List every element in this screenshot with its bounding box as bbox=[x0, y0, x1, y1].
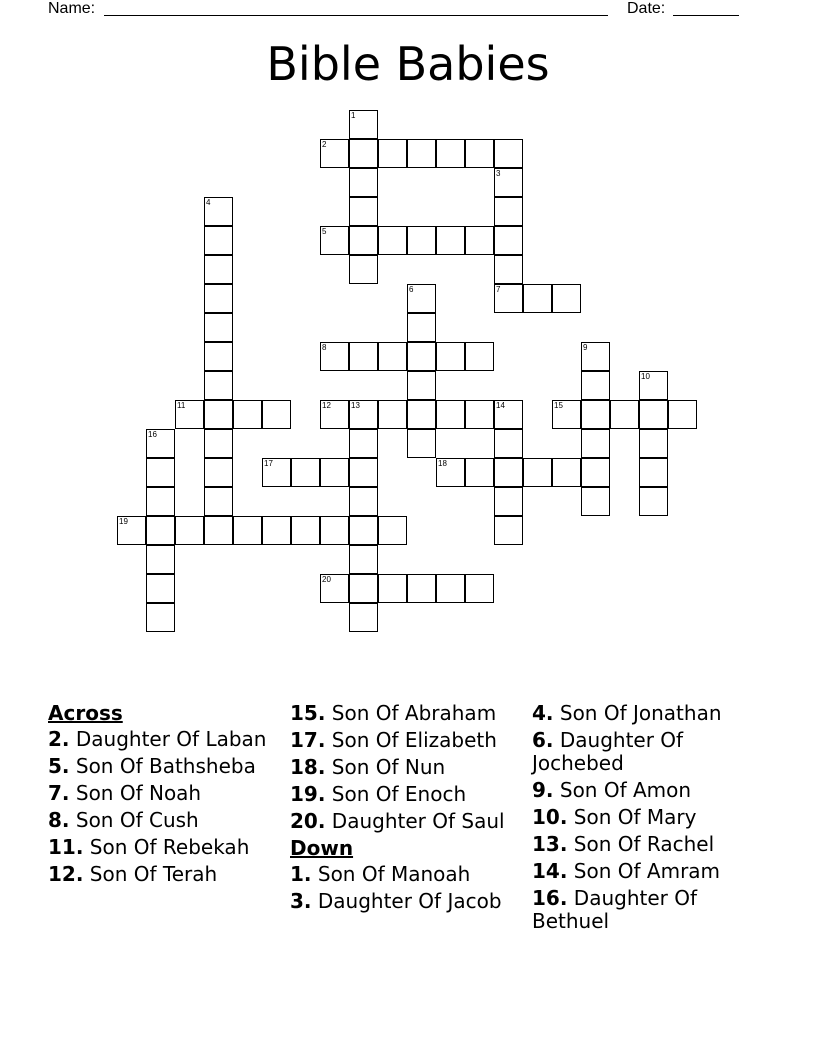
grid-cell[interactable] bbox=[407, 429, 436, 458]
clue-across-2 bbox=[48, 728, 278, 751]
grid-cell[interactable] bbox=[465, 139, 494, 168]
grid-cell[interactable] bbox=[436, 574, 465, 603]
grid-cell[interactable] bbox=[494, 487, 523, 516]
cell-number: 20 bbox=[322, 575, 331, 584]
clue-down-13 bbox=[532, 833, 762, 856]
cell-number: 1 bbox=[351, 111, 356, 120]
grid-cell[interactable] bbox=[349, 574, 378, 603]
grid-cell[interactable] bbox=[204, 400, 233, 429]
grid-cell[interactable] bbox=[204, 487, 233, 516]
grid-cell[interactable] bbox=[494, 168, 523, 197]
grid-cell[interactable] bbox=[320, 574, 349, 603]
grid-cell[interactable] bbox=[378, 139, 407, 168]
grid-cell[interactable] bbox=[639, 429, 668, 458]
grid-cell[interactable] bbox=[407, 226, 436, 255]
grid-cell[interactable] bbox=[523, 284, 552, 313]
grid-cell[interactable] bbox=[146, 545, 175, 574]
grid-cell[interactable] bbox=[407, 313, 436, 342]
grid-cell[interactable] bbox=[146, 516, 175, 545]
grid-cell[interactable] bbox=[291, 458, 320, 487]
clue-down-1 bbox=[290, 863, 530, 886]
grid-cell[interactable] bbox=[436, 226, 465, 255]
cell-number: 12 bbox=[322, 401, 331, 410]
across-heading: Across bbox=[48, 701, 123, 725]
clue-text: Son Of Mary bbox=[573, 805, 697, 829]
grid-cell[interactable] bbox=[378, 516, 407, 545]
grid-cell[interactable] bbox=[349, 139, 378, 168]
grid-cell[interactable] bbox=[407, 400, 436, 429]
clue-number: 17. bbox=[290, 728, 326, 752]
down-heading: Down bbox=[290, 836, 354, 860]
grid-cell[interactable] bbox=[204, 313, 233, 342]
grid-cell[interactable] bbox=[610, 400, 639, 429]
clue-down-9 bbox=[532, 779, 762, 802]
cell-number: 19 bbox=[119, 517, 128, 526]
grid-cell[interactable] bbox=[320, 400, 349, 429]
clue-number: 11. bbox=[48, 835, 84, 859]
clue-number: 19. bbox=[290, 782, 326, 806]
cell-number: 7 bbox=[496, 285, 501, 294]
grid-cell[interactable] bbox=[639, 487, 668, 516]
clue-text: Son Of Noah bbox=[75, 781, 202, 805]
grid-cell[interactable] bbox=[262, 400, 291, 429]
grid-cell[interactable] bbox=[146, 429, 175, 458]
grid-cell[interactable] bbox=[204, 197, 233, 226]
grid-cell[interactable] bbox=[349, 168, 378, 197]
grid-cell[interactable] bbox=[494, 284, 523, 313]
grid-cell[interactable] bbox=[552, 400, 581, 429]
grid-cell[interactable] bbox=[349, 110, 378, 139]
cell-number: 18 bbox=[438, 459, 447, 468]
clue-number: 12. bbox=[48, 862, 84, 886]
clue-number: 10. bbox=[532, 805, 568, 829]
grid-cell[interactable] bbox=[378, 226, 407, 255]
grid-cell[interactable] bbox=[494, 429, 523, 458]
grid-cell[interactable] bbox=[436, 342, 465, 371]
grid-cell[interactable] bbox=[407, 371, 436, 400]
clue-across-5 bbox=[48, 755, 278, 778]
clue-text: Son Of Jonathan bbox=[559, 701, 722, 725]
clue-number: 15. bbox=[290, 701, 326, 725]
clue-down-6 bbox=[532, 729, 762, 775]
grid-cell[interactable] bbox=[349, 603, 378, 632]
cell-number: 15 bbox=[554, 401, 563, 410]
grid-cell[interactable] bbox=[436, 139, 465, 168]
grid-cell[interactable] bbox=[204, 226, 233, 255]
cell-number: 4 bbox=[206, 198, 211, 207]
grid-cell[interactable] bbox=[349, 400, 378, 429]
grid-cell[interactable] bbox=[378, 574, 407, 603]
clue-down-10 bbox=[532, 806, 762, 829]
grid-cell[interactable] bbox=[291, 516, 320, 545]
cell-number: 14 bbox=[496, 401, 505, 410]
clue-across-7 bbox=[48, 782, 278, 805]
grid-cell[interactable] bbox=[378, 342, 407, 371]
cell-number: 13 bbox=[351, 401, 360, 410]
grid-cell[interactable] bbox=[552, 284, 581, 313]
grid-cell[interactable] bbox=[639, 371, 668, 400]
grid-cell[interactable] bbox=[407, 342, 436, 371]
clue-across-20 bbox=[290, 810, 530, 833]
grid-cell[interactable] bbox=[494, 516, 523, 545]
grid-cell[interactable] bbox=[581, 371, 610, 400]
grid-cell[interactable] bbox=[494, 255, 523, 284]
grid-cell[interactable] bbox=[581, 400, 610, 429]
grid-cell[interactable] bbox=[146, 458, 175, 487]
grid-cell[interactable] bbox=[349, 429, 378, 458]
clue-text: Son Of Nun bbox=[331, 755, 446, 779]
clue-text: Daughter Of Jochebed bbox=[532, 728, 684, 775]
clue-number: 16. bbox=[532, 886, 568, 910]
grid-cell[interactable] bbox=[436, 400, 465, 429]
clue-number: 2. bbox=[48, 727, 70, 751]
grid-cell[interactable] bbox=[204, 429, 233, 458]
grid-cell[interactable] bbox=[320, 226, 349, 255]
cell-number: 11 bbox=[177, 401, 186, 410]
grid-cell[interactable] bbox=[146, 487, 175, 516]
clue-number: 8. bbox=[48, 808, 70, 832]
cell-number: 5 bbox=[322, 227, 327, 236]
grid-cell[interactable] bbox=[262, 516, 291, 545]
clue-across-19 bbox=[290, 783, 530, 806]
grid-cell[interactable] bbox=[639, 400, 668, 429]
grid-cell[interactable] bbox=[204, 458, 233, 487]
grid-cell[interactable] bbox=[494, 197, 523, 226]
clue-down-4 bbox=[532, 702, 762, 725]
grid-cell[interactable] bbox=[320, 342, 349, 371]
clue-text: Son Of Rebekah bbox=[89, 835, 250, 859]
grid-cell[interactable] bbox=[349, 226, 378, 255]
cell-number: 10 bbox=[641, 372, 650, 381]
clue-number: 18. bbox=[290, 755, 326, 779]
grid-cell[interactable] bbox=[349, 516, 378, 545]
clue-number: 7. bbox=[48, 781, 70, 805]
grid-cell[interactable] bbox=[204, 255, 233, 284]
clue-text: Daughter Of Laban bbox=[75, 727, 267, 751]
grid-cell[interactable] bbox=[378, 400, 407, 429]
clue-text: Son Of Cush bbox=[75, 808, 199, 832]
clue-text: Son Of Terah bbox=[89, 862, 218, 886]
grid-cell[interactable] bbox=[349, 487, 378, 516]
clue-across-18 bbox=[290, 756, 530, 779]
grid-cell[interactable] bbox=[233, 516, 262, 545]
clue-number: 14. bbox=[532, 859, 568, 883]
clue-across-17 bbox=[290, 729, 530, 752]
grid-cell[interactable] bbox=[494, 458, 523, 487]
grid-cell[interactable] bbox=[581, 458, 610, 487]
cell-number: 3 bbox=[496, 169, 501, 178]
page-title: Bible Babies bbox=[266, 37, 550, 91]
cell-number: 16 bbox=[148, 430, 157, 439]
grid-cell[interactable] bbox=[494, 400, 523, 429]
clue-number: 9. bbox=[532, 778, 554, 802]
clue-across-11 bbox=[48, 836, 278, 859]
grid-cell[interactable] bbox=[349, 458, 378, 487]
grid-cell[interactable] bbox=[146, 574, 175, 603]
clue-number: 13. bbox=[532, 832, 568, 856]
clue-text: Son Of Amram bbox=[573, 859, 721, 883]
clue-text: Son Of Elizabeth bbox=[331, 728, 497, 752]
clue-text: Son Of Bathsheba bbox=[75, 754, 256, 778]
clue-text: Daughter Of Saul bbox=[331, 809, 505, 833]
grid-cell[interactable] bbox=[204, 516, 233, 545]
clues-column-3 bbox=[532, 702, 762, 937]
grid-cell[interactable] bbox=[465, 400, 494, 429]
clues-column-2 bbox=[290, 702, 530, 917]
grid-cell[interactable] bbox=[581, 342, 610, 371]
grid-cell[interactable] bbox=[581, 429, 610, 458]
clue-across-12 bbox=[48, 863, 278, 886]
grid-cell[interactable] bbox=[494, 226, 523, 255]
grid-cell[interactable] bbox=[320, 516, 349, 545]
grid-cell[interactable] bbox=[146, 603, 175, 632]
clue-text: Daughter Of Bethuel bbox=[532, 886, 698, 933]
date-label: Date: bbox=[627, 0, 666, 17]
clue-number: 1. bbox=[290, 862, 312, 886]
clues-column-1 bbox=[48, 702, 278, 890]
clue-down-3 bbox=[290, 890, 530, 913]
grid-cell[interactable] bbox=[204, 342, 233, 371]
grid-cell[interactable] bbox=[552, 458, 581, 487]
grid-cell[interactable] bbox=[262, 458, 291, 487]
grid-cell[interactable] bbox=[349, 255, 378, 284]
clue-text: Daughter Of Jacob bbox=[317, 889, 502, 913]
clue-across-8 bbox=[48, 809, 278, 832]
grid-cell[interactable] bbox=[494, 139, 523, 168]
grid-cell[interactable] bbox=[523, 458, 552, 487]
clue-text: Son Of Manoah bbox=[317, 862, 471, 886]
grid-cell[interactable] bbox=[407, 139, 436, 168]
cell-number: 17 bbox=[264, 459, 273, 468]
clue-down-14 bbox=[532, 860, 762, 883]
grid-cell[interactable] bbox=[407, 574, 436, 603]
clue-text: Son Of Amon bbox=[559, 778, 692, 802]
name-label: Name: bbox=[48, 0, 96, 17]
grid-cell[interactable] bbox=[668, 400, 697, 429]
clue-number: 6. bbox=[532, 728, 554, 752]
cell-number: 6 bbox=[409, 285, 414, 294]
grid-cell[interactable] bbox=[349, 342, 378, 371]
cell-number: 9 bbox=[583, 343, 588, 352]
grid-cell[interactable] bbox=[204, 371, 233, 400]
grid-cell[interactable] bbox=[639, 458, 668, 487]
cell-number: 8 bbox=[322, 343, 327, 352]
grid-cell[interactable] bbox=[465, 226, 494, 255]
clue-text: Son Of Rachel bbox=[573, 832, 715, 856]
grid-cell[interactable] bbox=[465, 342, 494, 371]
grid-cell[interactable] bbox=[320, 139, 349, 168]
grid-cell[interactable] bbox=[175, 516, 204, 545]
clue-text: Son Of Enoch bbox=[331, 782, 467, 806]
clue-number: 4. bbox=[532, 701, 554, 725]
grid-cell[interactable] bbox=[407, 284, 436, 313]
grid-cell[interactable] bbox=[233, 400, 262, 429]
clue-down-16 bbox=[532, 887, 762, 933]
clue-text: Son Of Abraham bbox=[331, 701, 497, 725]
grid-cell[interactable] bbox=[436, 458, 465, 487]
grid-cell[interactable] bbox=[581, 487, 610, 516]
clue-number: 5. bbox=[48, 754, 70, 778]
grid-cell[interactable] bbox=[465, 458, 494, 487]
clue-number: 20. bbox=[290, 809, 326, 833]
clue-number: 3. bbox=[290, 889, 312, 913]
grid-cell[interactable] bbox=[465, 574, 494, 603]
grid-cell[interactable] bbox=[175, 400, 204, 429]
grid-cell[interactable] bbox=[204, 284, 233, 313]
grid-cell[interactable] bbox=[320, 458, 349, 487]
grid-cell[interactable] bbox=[117, 516, 146, 545]
clue-across-15 bbox=[290, 702, 530, 725]
grid-cell[interactable] bbox=[349, 197, 378, 226]
cell-number: 2 bbox=[322, 140, 327, 149]
grid-cell[interactable] bbox=[349, 545, 378, 574]
